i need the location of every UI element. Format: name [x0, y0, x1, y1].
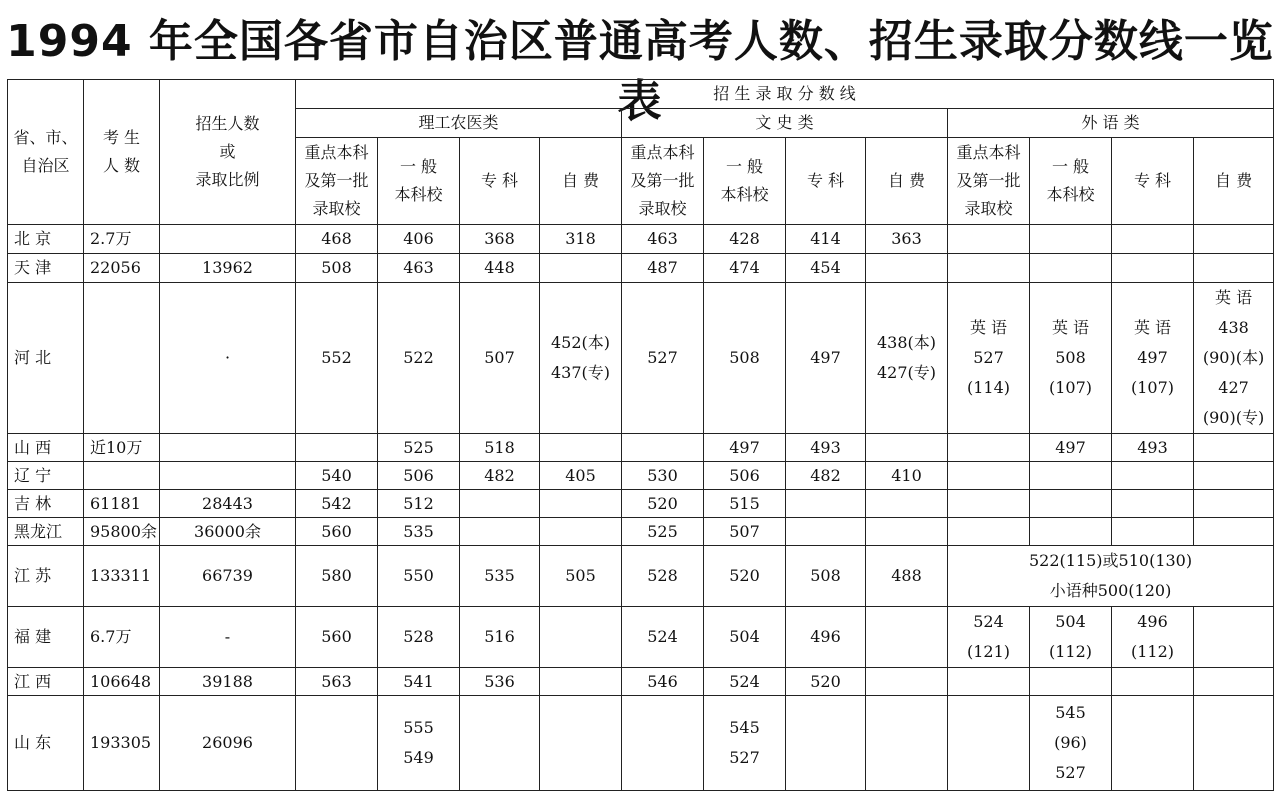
cell-language-score	[1030, 254, 1112, 283]
cell-humanities-score: 506	[704, 462, 786, 490]
cell-science-score	[540, 434, 622, 462]
cell-enrollment: 28443	[160, 490, 296, 518]
cell-science-score: 525	[378, 434, 460, 462]
cell-language-score	[948, 668, 1030, 696]
cell-science-score	[540, 518, 622, 546]
cell-science-score	[540, 696, 622, 791]
cell-examinees: 133311	[84, 546, 160, 607]
cell-science-score: 560	[296, 518, 378, 546]
cell-humanities-score: 520	[704, 546, 786, 607]
header-cat-language: 外 语 类	[948, 109, 1274, 138]
cell-science-score: 536	[460, 668, 540, 696]
cell-enrollment: 39188	[160, 668, 296, 696]
cell-language-score	[1030, 668, 1112, 696]
cell-region: 北 京	[8, 225, 84, 254]
cell-examinees: 近10万	[84, 434, 160, 462]
cell-enrollment	[160, 225, 296, 254]
cell-humanities-score: 528	[622, 546, 704, 607]
cell-science-score: 508	[296, 254, 378, 283]
cell-humanities-score	[866, 518, 948, 546]
cell-language-score	[1112, 668, 1194, 696]
sub-general: 一 般 本科校	[704, 138, 786, 225]
cell-science-score: 528	[378, 607, 460, 668]
cell-language-merged: 522(115)或510(130) 小语种500(120)	[948, 546, 1274, 607]
table-row	[8, 696, 1274, 791]
table-row	[8, 607, 1274, 668]
sub-key: 重点本科 及第一批 录取校	[948, 138, 1030, 225]
cell-science-score: 563	[296, 668, 378, 696]
page-title: 1994 年全国各省市自治区普通高考人数、招生录取分数线一览表	[6, 16, 1274, 127]
cell-humanities-score	[866, 254, 948, 283]
cell-science-score	[460, 490, 540, 518]
cell-region: 山 东	[8, 696, 84, 791]
cell-science-score: 516	[460, 607, 540, 668]
cell-humanities-score: 530	[622, 462, 704, 490]
cell-humanities-score: 545 527	[704, 696, 786, 791]
cell-humanities-score: 546	[622, 668, 704, 696]
cell-language-score	[1194, 254, 1274, 283]
cell-science-score: 522	[378, 283, 460, 434]
cell-region: 吉 林	[8, 490, 84, 518]
cell-language-score: 493	[1112, 434, 1194, 462]
cell-humanities-score	[866, 607, 948, 668]
cell-language-score	[1194, 668, 1274, 696]
sub-key: 重点本科 及第一批 录取校	[622, 138, 704, 225]
cell-science-score	[540, 254, 622, 283]
cell-examinees: 193305	[84, 696, 160, 791]
cell-science-score: 535	[460, 546, 540, 607]
cell-examinees	[84, 283, 160, 434]
cell-humanities-score: 508	[704, 283, 786, 434]
cell-humanities-score: 463	[622, 225, 704, 254]
cell-science-score: 506	[378, 462, 460, 490]
sub-self: 自 费	[866, 138, 948, 225]
cell-science-score: 405	[540, 462, 622, 490]
cell-science-score	[540, 668, 622, 696]
cell-language-score	[948, 696, 1030, 791]
cell-humanities-score: 438(本) 427(专)	[866, 283, 948, 434]
cell-language-score	[1112, 518, 1194, 546]
cell-language-score: 504 (112)	[1030, 607, 1112, 668]
table-row	[8, 254, 1274, 283]
cell-examinees: 95800余	[84, 518, 160, 546]
sub-general: 一 般 本科校	[378, 138, 460, 225]
cell-language-score	[1194, 490, 1274, 518]
cell-science-score: 552	[296, 283, 378, 434]
cell-humanities-score: 527	[622, 283, 704, 434]
cell-science-score: 535	[378, 518, 460, 546]
sub-self: 自 费	[540, 138, 622, 225]
cell-science-score: 580	[296, 546, 378, 607]
cell-humanities-score: 524	[704, 668, 786, 696]
cell-humanities-score: 515	[704, 490, 786, 518]
cell-language-score	[1112, 225, 1194, 254]
table-row	[8, 225, 1274, 254]
cell-language-score	[1112, 254, 1194, 283]
cell-humanities-score	[622, 696, 704, 791]
header-cat-humanities: 文 史 类	[622, 109, 948, 138]
cell-language-score: 524 (121)	[948, 607, 1030, 668]
cell-language-score	[1112, 696, 1194, 791]
cell-language-score	[1194, 518, 1274, 546]
cell-humanities-score: 525	[622, 518, 704, 546]
cell-enrollment: 13962	[160, 254, 296, 283]
cell-science-score	[460, 696, 540, 791]
cell-science-score	[540, 490, 622, 518]
cell-humanities-score	[622, 434, 704, 462]
sub-key: 重点本科 及第一批 录取校	[296, 138, 378, 225]
cell-science-score: 518	[460, 434, 540, 462]
cell-humanities-score: 508	[786, 546, 866, 607]
cell-language-score	[1030, 462, 1112, 490]
cell-region: 黑龙江	[8, 518, 84, 546]
cell-language-score	[1194, 434, 1274, 462]
cell-language-score	[1194, 607, 1274, 668]
cell-language-score: 英 语 508 (107)	[1030, 283, 1112, 434]
cell-language-score	[1030, 490, 1112, 518]
cell-region: 河 北	[8, 283, 84, 434]
cell-region: 山 西	[8, 434, 84, 462]
cell-humanities-score	[866, 696, 948, 791]
table-row	[8, 518, 1274, 546]
cell-enrollment	[160, 462, 296, 490]
cell-science-score: 512	[378, 490, 460, 518]
header-cat-science: 理工农医类	[296, 109, 622, 138]
cell-language-score	[948, 490, 1030, 518]
cell-language-score	[1030, 518, 1112, 546]
cell-language-score	[1112, 490, 1194, 518]
cell-science-score	[296, 696, 378, 791]
cell-science-score: 318	[540, 225, 622, 254]
cell-science-score: 468	[296, 225, 378, 254]
cell-enrollment: -	[160, 607, 296, 668]
cell-science-score: 541	[378, 668, 460, 696]
score-table	[7, 79, 1274, 791]
cell-enrollment	[160, 434, 296, 462]
header-scoreline: 招 生 录 取 分 数 线	[296, 80, 1274, 109]
cell-science-score: 463	[378, 254, 460, 283]
cell-language-score	[948, 434, 1030, 462]
cell-science-score: 482	[460, 462, 540, 490]
cell-humanities-score: 414	[786, 225, 866, 254]
sub-junior: 专 科	[786, 138, 866, 225]
cell-humanities-score: 487	[622, 254, 704, 283]
cell-humanities-score: 524	[622, 607, 704, 668]
cell-region: 江 苏	[8, 546, 84, 607]
cell-enrollment: 36000余	[160, 518, 296, 546]
cell-humanities-score: 504	[704, 607, 786, 668]
cell-examinees: 2.7万	[84, 225, 160, 254]
cell-humanities-score	[786, 696, 866, 791]
table-row	[8, 546, 1274, 607]
cell-humanities-score: 520	[786, 668, 866, 696]
sub-junior: 专 科	[460, 138, 540, 225]
cell-science-score: 452(本) 437(专)	[540, 283, 622, 434]
sub-junior: 专 科	[1112, 138, 1194, 225]
cell-science-score: 505	[540, 546, 622, 607]
cell-language-score	[948, 225, 1030, 254]
cell-humanities-score: 482	[786, 462, 866, 490]
cell-science-score: 540	[296, 462, 378, 490]
cell-humanities-score: 496	[786, 607, 866, 668]
cell-language-score	[1194, 462, 1274, 490]
cell-humanities-score: 363	[866, 225, 948, 254]
cell-language-score: 英 语 438 (90)(本) 427 (90)(专)	[1194, 283, 1274, 434]
cell-humanities-score	[866, 490, 948, 518]
cell-region: 福 建	[8, 607, 84, 668]
sub-general: 一 般 本科校	[1030, 138, 1112, 225]
cell-language-score	[1030, 225, 1112, 254]
cell-humanities-score: 488	[866, 546, 948, 607]
header-examinees: 考 生 人 数	[84, 80, 160, 225]
cell-examinees: 22056	[84, 254, 160, 283]
cell-science-score	[460, 518, 540, 546]
cell-science-score: 550	[378, 546, 460, 607]
cell-language-score: 英 语 527 (114)	[948, 283, 1030, 434]
cell-language-score	[948, 254, 1030, 283]
cell-humanities-score: 428	[704, 225, 786, 254]
cell-science-score	[540, 607, 622, 668]
cell-humanities-score: 497	[704, 434, 786, 462]
cell-humanities-score	[866, 434, 948, 462]
table-row	[8, 434, 1274, 462]
cell-language-score: 496 (112)	[1112, 607, 1194, 668]
table-row	[8, 283, 1274, 434]
cell-region: 江 西	[8, 668, 84, 696]
cell-humanities-score: 474	[704, 254, 786, 283]
cell-humanities-score: 493	[786, 434, 866, 462]
cell-region: 辽 宁	[8, 462, 84, 490]
cell-science-score: 448	[460, 254, 540, 283]
cell-science-score: 555 549	[378, 696, 460, 791]
cell-examinees: 106648	[84, 668, 160, 696]
cell-language-score: 545 (96) 527	[1030, 696, 1112, 791]
cell-humanities-score: 410	[866, 462, 948, 490]
header-enrollment: 招生人数 或 录取比例	[160, 80, 296, 225]
cell-science-score: 542	[296, 490, 378, 518]
cell-examinees: 6.7万	[84, 607, 160, 668]
cell-humanities-score: 520	[622, 490, 704, 518]
cell-language-score	[1112, 462, 1194, 490]
cell-language-score	[1194, 225, 1274, 254]
cell-science-score: 406	[378, 225, 460, 254]
cell-examinees	[84, 462, 160, 490]
cell-region: 天 津	[8, 254, 84, 283]
cell-language-score: 英 语 497 (107)	[1112, 283, 1194, 434]
cell-humanities-score: 497	[786, 283, 866, 434]
sub-self: 自 费	[1194, 138, 1274, 225]
cell-science-score: 560	[296, 607, 378, 668]
header-region: 省、市、 自治区	[8, 80, 84, 225]
table-row	[8, 490, 1274, 518]
cell-language-score	[1194, 696, 1274, 791]
cell-science-score: 368	[460, 225, 540, 254]
table-row	[8, 668, 1274, 696]
cell-humanities-score	[786, 490, 866, 518]
cell-humanities-score	[866, 668, 948, 696]
cell-enrollment: ·	[160, 283, 296, 434]
table-row	[8, 462, 1274, 490]
cell-enrollment: 66739	[160, 546, 296, 607]
cell-language-score: 497	[1030, 434, 1112, 462]
cell-language-score	[948, 518, 1030, 546]
cell-science-score	[296, 434, 378, 462]
cell-examinees: 61181	[84, 490, 160, 518]
cell-humanities-score: 507	[704, 518, 786, 546]
cell-enrollment: 26096	[160, 696, 296, 791]
cell-humanities-score	[786, 518, 866, 546]
cell-humanities-score: 454	[786, 254, 866, 283]
cell-language-score	[948, 462, 1030, 490]
cell-science-score: 507	[460, 283, 540, 434]
